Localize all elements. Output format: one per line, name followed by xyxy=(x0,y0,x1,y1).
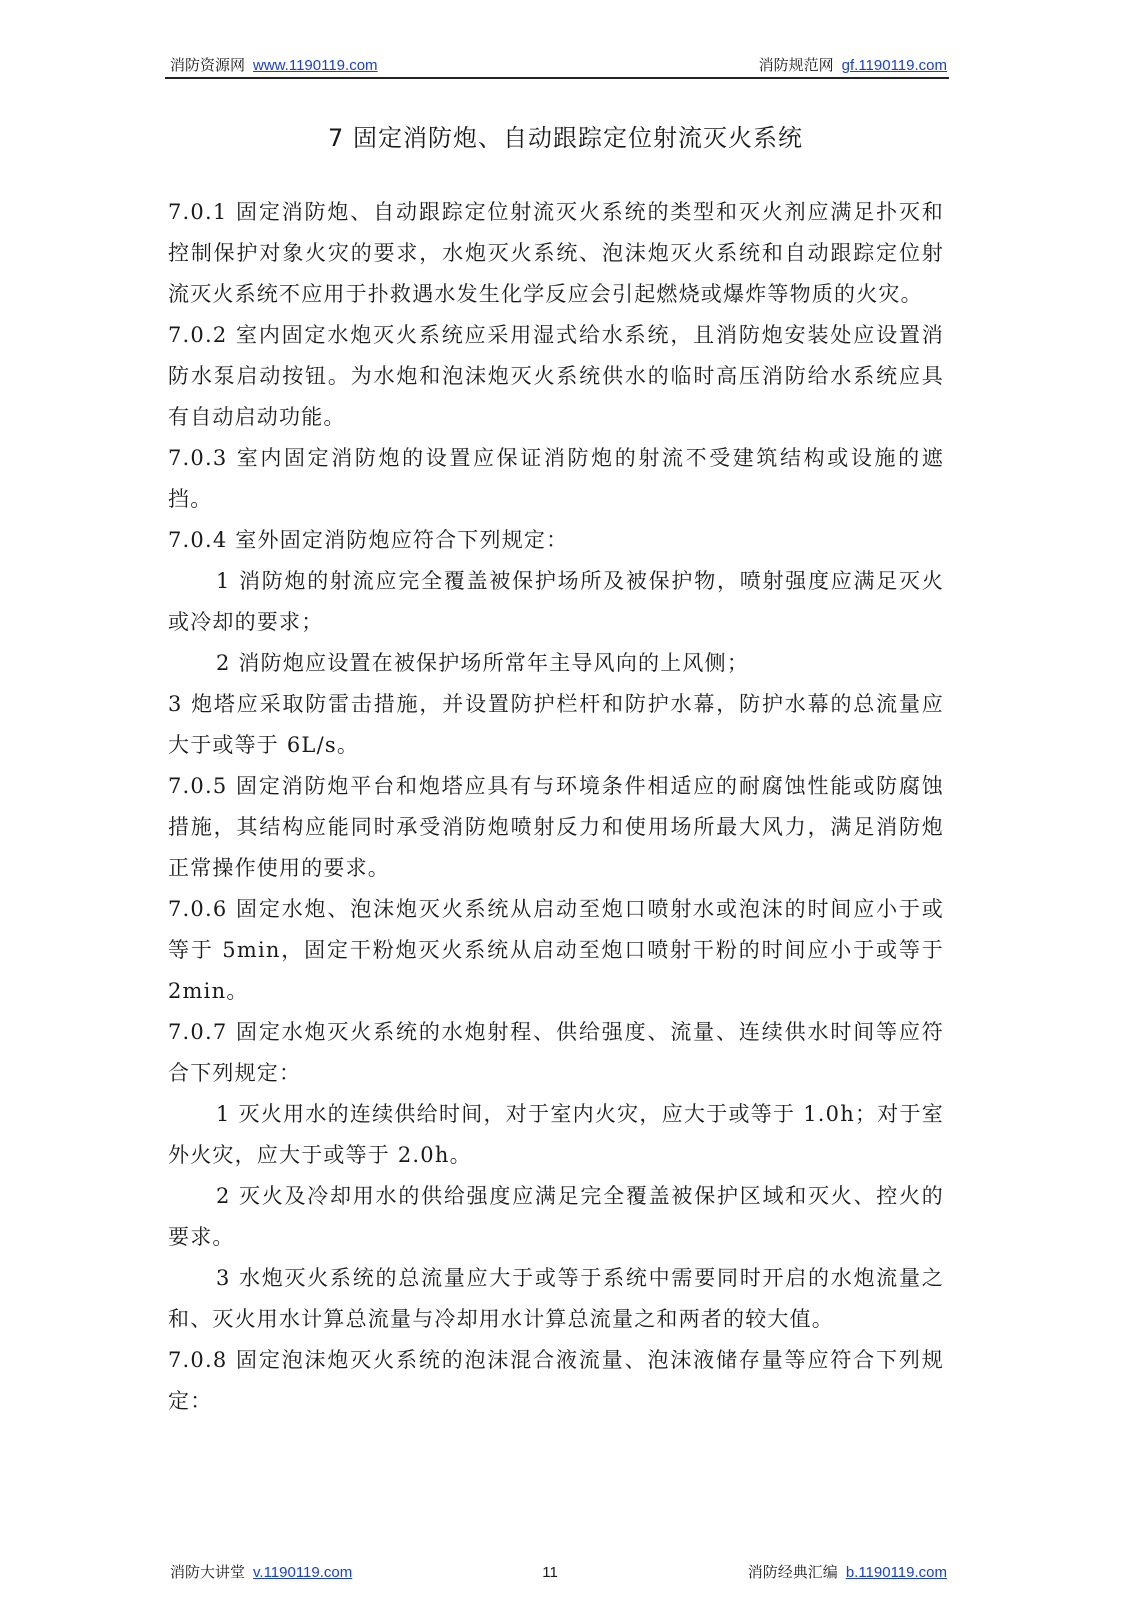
header-divider xyxy=(165,77,949,79)
footer-right xyxy=(748,1561,947,1582)
clause-7-0-7: 7.0.7 固定水炮灭火系统的水炮射程、供给强度、流量、连续供水时间等应符合下列规定： xyxy=(168,1020,944,1085)
header-right-link[interactable]: gf.1190119.com xyxy=(841,57,947,74)
footer-left-link[interactable]: v.1190119.com xyxy=(253,1564,353,1581)
clause-7-0-1: 7.0.1 固定消防炮、自动跟踪定位射流灭火系统的类型和灭火剂应满足扑灭和控制保护对象火灾的要求，水炮灭火系统、泡沫炮灭火系统和自动跟踪定位射流灭火系统不应用于扑救遇水发生化学反应会引起燃烧或爆炸等物质的火灾。 xyxy=(168,200,944,306)
page-number: 11 xyxy=(542,1564,558,1581)
clause-7-0-5: 7.0.5 固定消防炮平台和炮塔应具有与环境条件相适应的耐腐蚀性能或防腐蚀措施，其结构应能同时承受消防炮喷射反力和使用场所最大风力，满足消防炮正常操作使用的要求。 xyxy=(168,774,944,880)
header-right-label: 消防规范网 xyxy=(758,56,834,74)
page-footer xyxy=(170,1561,947,1582)
header-left-label: 消防资源网 xyxy=(170,56,246,74)
footer-right-link[interactable]: b.1190119.com xyxy=(845,1564,947,1581)
clause-7-0-4: 7.0.4 室外固定消防炮应符合下列规定： xyxy=(168,528,569,552)
clause-7-0-7-item-2: 2 灭火及冷却用水的供给强度应满足完全覆盖被保护区域和灭火、控火的要求。 xyxy=(168,1184,944,1249)
clause-7-0-8: 7.0.8 固定泡沫炮灭火系统的泡沫混合液流量、泡沫液储存量等应符合下列规定： xyxy=(168,1348,944,1413)
page-header xyxy=(170,54,947,75)
header-right xyxy=(759,54,947,75)
footer-left xyxy=(170,1561,352,1582)
clause-7-0-7-item-3: 3 水炮灭火系统的总流量应大于或等于系统中需要同时开启的水炮流量之和、灭火用水计算总流量与冷却用水计算总流量之和两者的较大值。 xyxy=(168,1266,944,1331)
clause-7-0-2: 7.0.2 室内固定水炮灭火系统应采用湿式给水系统，且消防炮安装处应设置消防水泵启动按钮。为水炮和泡沫炮灭火系统供水的临时高压消防给水系统应具有自动启动功能。 xyxy=(168,323,944,429)
footer-left-label: 消防大讲堂 xyxy=(170,1563,246,1581)
clause-7-0-7-item-1: 1 灭火用水的连续供给时间，对于室内火灾，应大于或等于 1.0h；对于室外火灾，应大于或等于 2.0h。 xyxy=(168,1102,944,1167)
clause-7-0-3: 7.0.3 室内固定消防炮的设置应保证消防炮的射流不受建筑结构或设施的遮挡。 xyxy=(168,446,944,511)
clause-7-0-4-item-3: 3 炮塔应采取防雷击措施，并设置防护栏杆和防护水幕，防护水幕的总流量应大于或等于 6L/s。 xyxy=(168,692,944,757)
section-title: 7 固定消防炮、自动跟踪定位射流灭火系统 xyxy=(328,124,803,152)
clause-7-0-6: 7.0.6 固定水炮、泡沫炮灭火系统从启动至炮口喷射水或泡沫的时间应小于或等于 5min，固定干粉炮灭火系统从启动至炮口喷射干粉的时间应小于或等于 2min。 xyxy=(168,897,944,1003)
clause-7-0-4-item-1: 1 消防炮的射流应完全覆盖被保护场所及被保护物，喷射强度应满足灭火或冷却的要求； xyxy=(168,569,944,634)
header-left-link[interactable]: www.1190119.com xyxy=(253,57,378,74)
footer-right-label: 消防经典汇编 xyxy=(747,1563,838,1581)
section-body xyxy=(168,192,944,1422)
clause-7-0-4-item-2: 2 消防炮应设置在被保护场所常年主导风向的上风侧； xyxy=(216,651,750,675)
header-left xyxy=(170,54,378,75)
